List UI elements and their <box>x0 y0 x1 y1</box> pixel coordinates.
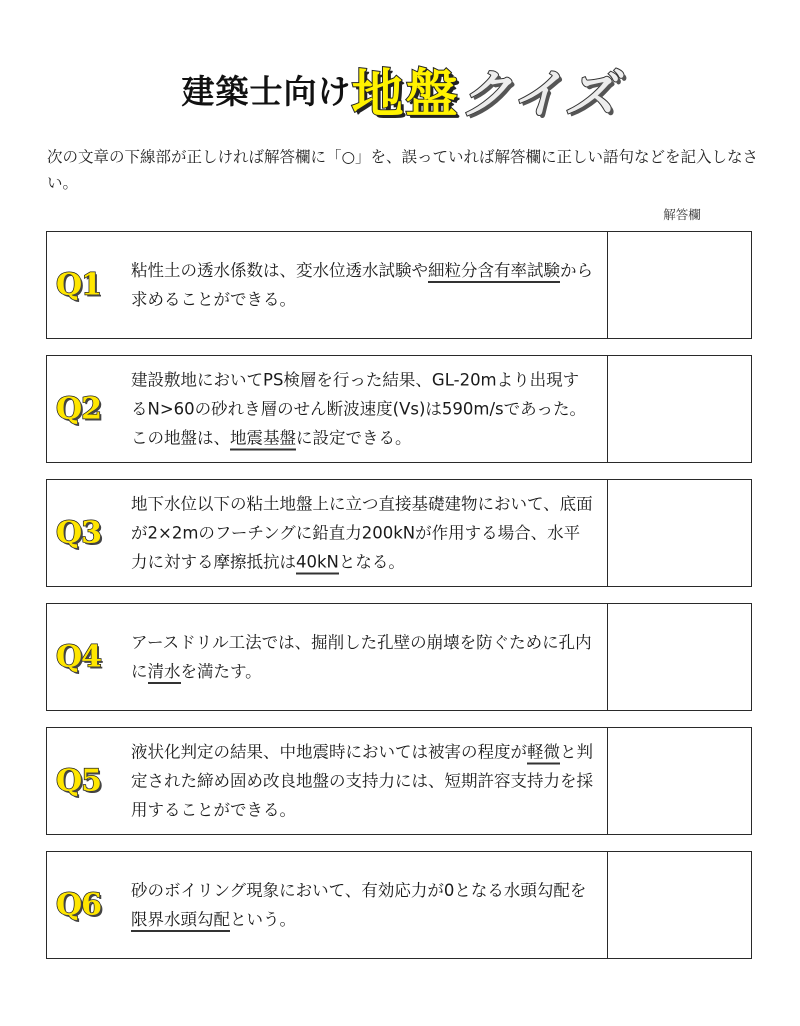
question-cell <box>47 356 608 462</box>
underlined-term: 軽微 <box>527 743 560 765</box>
question-box-q5 <box>46 727 752 835</box>
question-text-pre: 地下水位以下の粘土地盤上に立つ直接基礎建物において、底面が2×2mのフーチングに鉛直力200kNが作用する場合、水平力に対する摩擦抵抗は <box>131 494 593 572</box>
question-label: Q6 <box>56 887 102 923</box>
question-label: Q1 <box>56 267 102 303</box>
title-tail: クイズ <box>459 65 619 125</box>
underlined-term: 地震基盤 <box>230 429 296 451</box>
question-box-q4 <box>46 603 752 711</box>
question-label: Q5 <box>56 763 102 799</box>
question-text-post: となる。 <box>338 552 405 572</box>
question-box-q3 <box>46 479 752 587</box>
question-text-post: から求めることができる。 <box>131 261 593 309</box>
page-title <box>0 52 800 127</box>
answer-field-q1[interactable] <box>608 232 751 338</box>
instructions-text: 次の文章の下線部が正しければ解答欄に「○」を、誤っていれば解答欄に正しい語句などを記入しなさい。 <box>47 148 759 192</box>
question-label: Q4 <box>56 639 102 675</box>
question-box-q1 <box>46 231 752 339</box>
underlined-term: 40kN <box>296 553 339 575</box>
answer-field-q4[interactable] <box>608 604 751 710</box>
question-text <box>131 366 595 453</box>
question-text <box>131 876 595 934</box>
question-text <box>131 628 595 686</box>
answer-column-label: 解答欄 <box>663 207 701 222</box>
question-text <box>131 490 595 577</box>
underlined-term: 限界水頭勾配 <box>131 910 230 932</box>
question-text <box>131 738 595 825</box>
question-label: Q2 <box>56 391 102 427</box>
question-text <box>131 256 595 314</box>
answer-field-q2[interactable] <box>608 356 751 462</box>
answer-field-q6[interactable] <box>608 852 751 958</box>
question-text-post: という。 <box>230 910 296 929</box>
underlined-term: 清水 <box>148 662 181 684</box>
question-cell <box>47 852 608 958</box>
question-cell <box>47 604 608 710</box>
question-cell <box>47 728 608 834</box>
question-text-pre: 建設敷地においてPS検層を行った結果、GL-20mより出現するN>60の砂れき層のせん断波速度(Vs)は590m/sであった。この地盤は、 <box>131 370 586 448</box>
question-text-pre: アースドリル工法では、掘削した孔壁の崩壊を防ぐために孔内に <box>131 633 592 681</box>
question-cell <box>47 480 608 586</box>
title-lead: 建築士向け <box>181 72 352 111</box>
question-box-q2 <box>46 355 752 463</box>
question-text-post: に設定できる。 <box>296 428 412 448</box>
underlined-term: 細粒分含有率試験 <box>428 261 560 283</box>
answer-field-q3[interactable] <box>608 480 751 586</box>
question-cell <box>47 232 608 338</box>
question-text-post: を満たす。 <box>180 662 262 681</box>
title-highlight: 地盤 <box>351 65 460 125</box>
question-box-q6 <box>46 851 752 959</box>
question-text-pre: 砂のボイリング現象において、有効応力が0となる水頭勾配を <box>131 881 587 900</box>
question-text-post: と判定された締め固め改良地盤の支持力には、短期許容支持力を採用することができる。 <box>131 742 593 820</box>
question-text-pre: 液状化判定の結果、中地震時においては被害の程度が <box>131 742 527 762</box>
answer-field-q5[interactable] <box>608 728 751 834</box>
question-label: Q3 <box>56 515 102 551</box>
question-text-pre: 粘性土の透水係数は、変水位透水試験や <box>131 261 428 280</box>
